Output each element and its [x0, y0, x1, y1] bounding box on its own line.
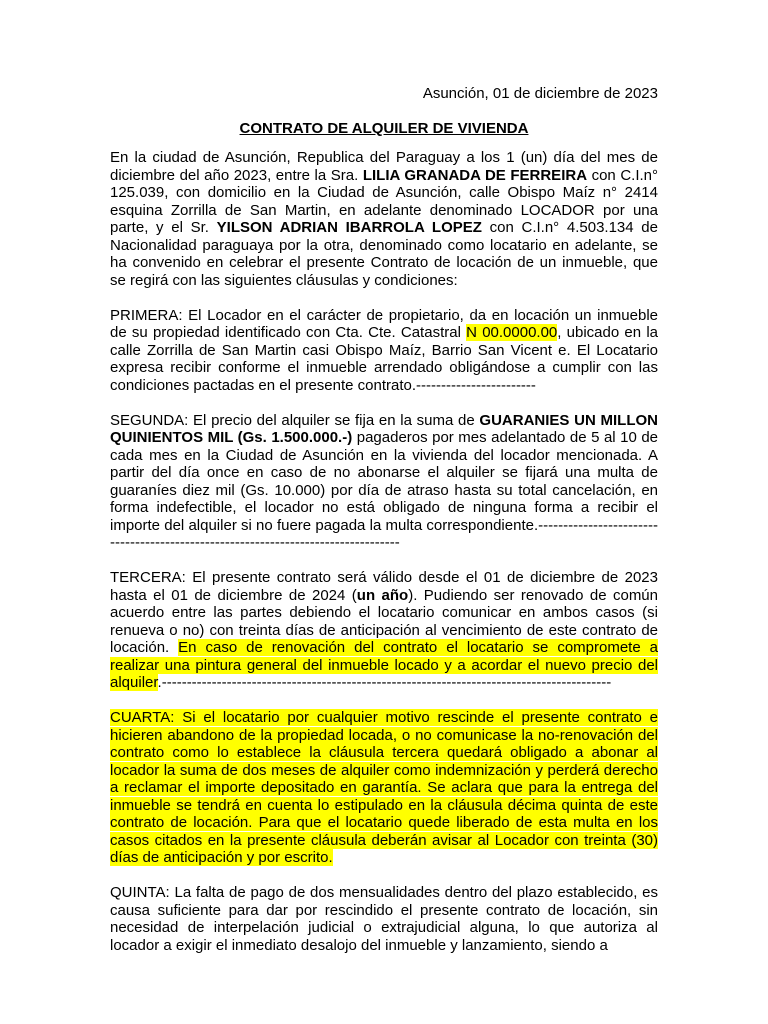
contract-duration: un año: [356, 586, 409, 604]
clause-primera: [110, 307, 658, 395]
clause-cuarta: [110, 709, 658, 867]
tercera-text-3: .------------------------------------------------------------------------------------------: [157, 674, 612, 691]
segunda-text-2: pagaderos por mes adelantado de 5 al 10 de cada mes en la Ciudad de Asunción en la vivienda del locador mencionada. A partir del día once en caso de no abonarse el alquiler se fijará una multa de guaraníes diez mil (Gs. 10.000) por día de atraso hasta su total cancelación, en forma indefectible, el locador no está obligado de ninguna forma a recibir el importe del alquiler si no fuere pagada la multa correspondiente.----------------------------------------------------------------------------------: [110, 429, 659, 551]
clause-tercera: [110, 569, 658, 692]
tercera-text-1: TERCERA: El presente contrato será válido desde el 01 de diciembre de 2023 hasta el 01 de diciembre de 2024 (: [110, 569, 658, 604]
intro-paragraph: [110, 149, 658, 289]
primera-text-1: PRIMERA: El Locador en el carácter de propietario, da en locación un inmueble de su propiedad identificado con Cta. Cte. Catastral: [110, 306, 658, 341]
locador-name: LILIA GRANADA DE FERREIRA: [362, 166, 588, 184]
catastral-number: N 00.0000.00: [466, 324, 558, 341]
tercera-text-2: ). Pudiendo ser renovado de común acuerdo entre las partes debiendo el locatario comunicar en ambos casos (si renueva o no) con treinta días de anticipación al vencimiento de este contrato de locación.: [110, 586, 658, 656]
clause-quinta: [110, 884, 658, 954]
primera-text-2: , ubicado en la calle Zorrilla de San Martin casi Obispo Maíz, Barrio San Vicent e. El Locatario expresa recibir conforme el inmueble arrendado obligándose a cumplir con las condiciones pactadas en el presente contrato.------------------------: [110, 324, 659, 394]
clause-segunda: [110, 412, 658, 552]
rent-amount: GUARANIES UN MILLON QUINIENTOS MIL (Gs. 1.500.000.-): [110, 411, 658, 446]
intro-text-3: con C.I.n° 4.503.134 de Nacionalidad paraguaya por la otra, denominado como locatario en adelante, se ha convenido en celebrar el presente Contrato de locación de un inmueble, que se regirá con las siguientes cláusulas y condiciones:: [110, 219, 658, 289]
quinta-text: QUINTA: La falta de pago de dos mensualidades dentro del plazo establecido, es causa suficiente para dar por rescindido el presente contrato de locación, sin necesidad de interpelación judicial o extrajudicial alguna, lo que autoriza al locador a exigir el inmediato desalojo del inmueble y lanzamiento, siendo a: [110, 884, 658, 954]
date-line: Asunción, 01 de diciembre de 2023: [422, 85, 658, 102]
contract-body: [110, 149, 658, 972]
intro-text-2: con C.I.n° 125.039, con domicilio en la Ciudad de Asunción, calle Obispo Maíz n° 2414 esquina Zorrilla de San Martin, en adelante denominado LOCADOR por una parte, y el Sr.: [110, 166, 658, 236]
cuarta-highlight: CUARTA: Si el locatario por cualquier motivo rescinde el presente contrato e hicieren abandono de la propiedad locada, o no comunicase la no-renovación del contrato como lo establece la cláusula tercera quedará obligado a abonar al locador la suma de dos meses de alquiler como indemnización y perderá derecho a reclamar el importe depositado en garantía. Se aclara que para la entrega del inmueble se tendrá en cuenta lo estipulado en la cláusula décima quinta de este contrato de locación. Para que el locatario quede liberado de esta multa en los casos citados en la presente cláusula deberán avisar al Locador con treinta (30) días de anticipación y por escrito.: [110, 709, 658, 866]
segunda-text-1: SEGUNDA: El precio del alquiler se fija en la suma de: [110, 411, 480, 429]
locatario-name: YILSON ADRIAN IBARROLA LOPEZ: [216, 219, 482, 236]
renewal-highlight: En caso de renovación del contrato el locatario se compromete a realizar una pintura general del inmueble locado y a acordar el nuevo precio del alquiler: [110, 639, 658, 691]
contract-title: CONTRATO DE ALQUILER DE VIVIENDA: [239, 120, 529, 137]
intro-text-1: En la ciudad de Asunción, Republica del Paraguay a los 1 (un) día del mes de diciembre del año 2023, entre la Sra.: [110, 149, 658, 184]
